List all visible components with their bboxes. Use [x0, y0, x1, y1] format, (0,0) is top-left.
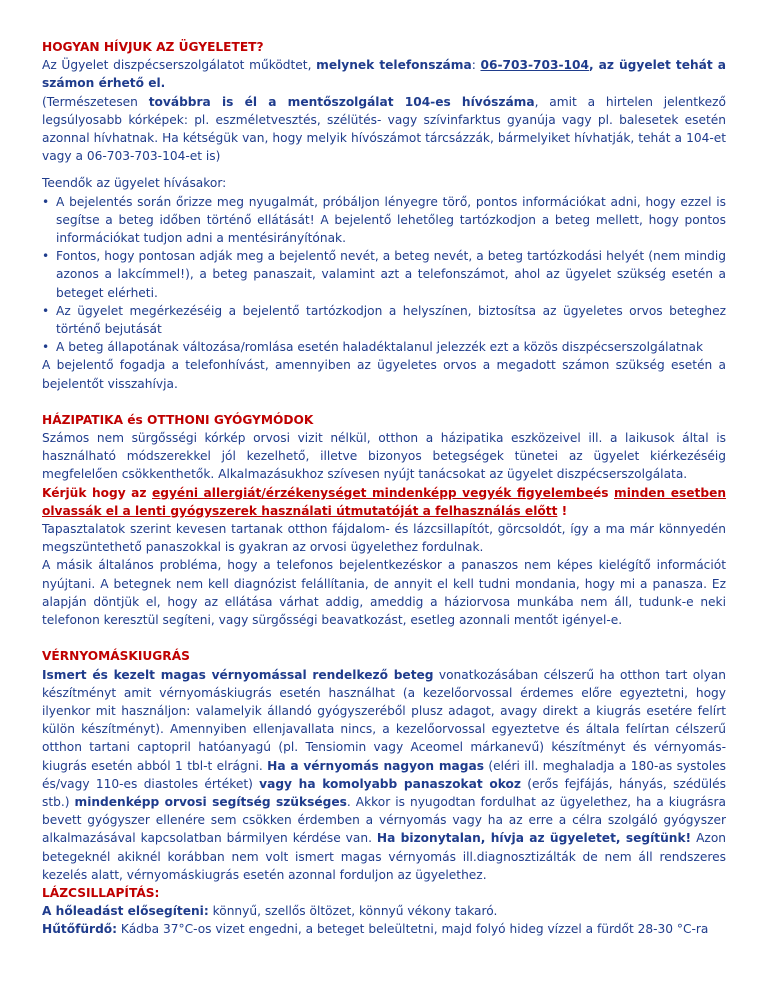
- paragraph-heat-release: A hőleadást elősegíteni: könnyű, szellős öltözet, könnyű vékony takaró.: [42, 904, 498, 919]
- tasks-intro: Teendők az ügyelet hívásakor:: [42, 176, 227, 191]
- paragraph-dispatch: Az Ügyelet diszpécserszolgálatot működtet, melynek telefonszáma: 06-703-703-104, az ügyelet tehát a számon érhető el.: [42, 58, 726, 91]
- document-page: [42, 38, 726, 939]
- list-item: • A beteg állapotának változása/romlása esetén haladéktalanul jelezzék ezt a közös diszpécserszolgálatnak: [42, 338, 726, 356]
- bullet-icon: •: [42, 249, 50, 264]
- bullet-icon: •: [42, 340, 50, 355]
- bullet-icon: •: [42, 303, 50, 318]
- section-heading-home-remedies: HÁZIPATIKA és OTTHONI GYÓGYMÓDOK: [42, 412, 314, 427]
- tasks-list: [42, 193, 726, 357]
- warning-paragraph: Kérjük hogy az egyéni allergiát/érzékenységet mindenképp vegyék figyelembeés minden esetben olvassák el a lenti gyógyszerek használati útmutatóját a felhasználás előtt !: [42, 485, 727, 518]
- paragraph-callback: A bejelentő fogadja a telefonhívást, amennyiben az ügyeletes orvos a megadott számon szükség esetén a bejelentőt visszahívja.: [42, 358, 726, 391]
- section-heading-fever: LÁZCSILLAPÍTÁS:: [42, 885, 160, 900]
- list-item: • Az ügyelet megérkezéséig a bejelentő tartózkodjon a helyszínen, biztosítsa az ügyeletes orvos beteghez történő bejutását: [42, 303, 726, 337]
- section-heading-blood-pressure: VÉRNYOMÁSKIUGRÁS: [42, 649, 190, 664]
- bullet-icon: •: [42, 194, 50, 209]
- paragraph-blood-pressure: Ismert és kezelt magas vérnyomással rendelkező beteg vonatkozásában célszerű ha otthon tart olyan készítményt amit vérnyomáskiugrás esetén használhat (a kezelőorvossal érdemes előre egyeztetni, hogy ilyenkor mit használjon: valamelyik állandó gyógyszeréből plusz adagot, avagy direkt a kiugrás esetére felírt külön készítményt). Amennyiben ellenjavallata nincs, a kezelőorvossal egyeztetve és általa felírtan célszerű otthon tartani captopril hatóanyagú (pl. Tensiomin vagy Aceomel márkanevű) készítményt és vérnyomás-kiugrás esetén abból 1 tbl-t elrágni. Ha a vérnyomás nagyon magas (eléri ill. meghaladja a 180-as systoles és/vagy 110-es diastoles értéket) vagy ha komolyabb panaszokat okoz (erős fejfájás, hányás, szédülés stb.) mindenképp orvosi segítség szükséges. Akkor is nyugodtan fordulhat az ügyelethez, ha a kiugrásra bevett gyógyszer ellenére sem csökken érdemben a vérnyomás vagy ha az erre a célra szolgáló gyógyszer alkalmazásával kapcsolatban bármilyen kérdése van. Ha bizonytalan, hívja az ügyeletet, segítünk! Azon betegeknél akiknél korábban nem volt ismert magas vérnyomás ill.diagnosztizálták de nem áll rendszeres kezelés alatt, vérnyomáskiugrás esetén azonnal forduljon az ügyelethez.: [42, 667, 727, 882]
- paragraph-experience: Tapasztalatok szerint kevesen tartanak otthon fájdalom- és lázcsillapítót, görcsoldót, így a ma már könnyedén megszüntethető panaszokkal is gyakran az orvosi ügyelethez fordulnak.: [42, 522, 726, 555]
- paragraph-phone-info: A másik általános probléma, hogy a telefonos bejelentkezéskor a panaszos nem képes kielégítő információt nyújtani. A betegnek nem kell diagnózist felállítania, de annyit el kell tudni mondania, hogy mi a panasza. Ez alapján döntjük el, hogy az ellátása várhat addig, ameddig a háziorvosa munkába nem áll, tudunk-e neki telefonon keresztül segíteni, vagy sürgősségi beavatkozást, esetleg azonnali mentőt igényel-e.: [42, 558, 726, 628]
- list-item: • Fontos, hogy pontosan adják meg a bejelentő nevét, a beteg nevét, a beteg tartózkodási helyét (nem mindig azonos a lakcímmel!), a beteg panaszait, valamint azt a telefonszámot, ahol az ügyelet szükség esetén a beteget elérheti.: [42, 249, 726, 300]
- list-item: • A bejelentés során őrizze meg nyugalmát, próbáljon lényegre törő, pontos információkat adni, hogy ezzel is segítse a beteg időben történő ellátását! A bejelentő lehetőleg tartózkodjon a beteg mellett, hogy pontos információkat tudjon adni a mentésirányítónak.: [42, 194, 726, 246]
- phone-link[interactable]: 06-703-703-104: [480, 58, 589, 73]
- paragraph-cooling-bath: Hűtőfürdő: Kádba 37°C-os vizet engedni, a beteget beleültetni, majd folyó hideg vízzel a fürdőt 28-30 °C-ra: [42, 922, 709, 937]
- paragraph-home-care: Számos nem sürgősségi kórkép orvosi vizit nélkül, otthon a házipatika eszközeivel ill. a laikusok által is használható módszerekkel jól kezelhető, illetve bizonyos betegségek tünetei az ügyelet kiérkezéséig megfelelően csökkenthetők. Alkalmazásukhoz szívesen nyújt tanácsokat az ügyelet diszpécserszolgálata.: [42, 431, 726, 482]
- paragraph-ambulance: (Természetesen továbbra is él a mentőszolgálat 104-es hívószáma, amit a hirtelen jelentkező legsúlyosabb kórképek: pl. eszméletvesztés, szélütés- vagy szívinfarktus gyanúja vagy pl. balesetek esetén azonnal hívhatnak. Ha kétségük van, hogy melyik hívószámot tárcsázzák, bármelyiket hívhatják, tehát a 104-et vagy a 06-703-703-104-et is): [42, 94, 726, 164]
- section-heading-calling: HOGYAN HÍVJUK AZ ÜGYELETET?: [42, 40, 264, 54]
